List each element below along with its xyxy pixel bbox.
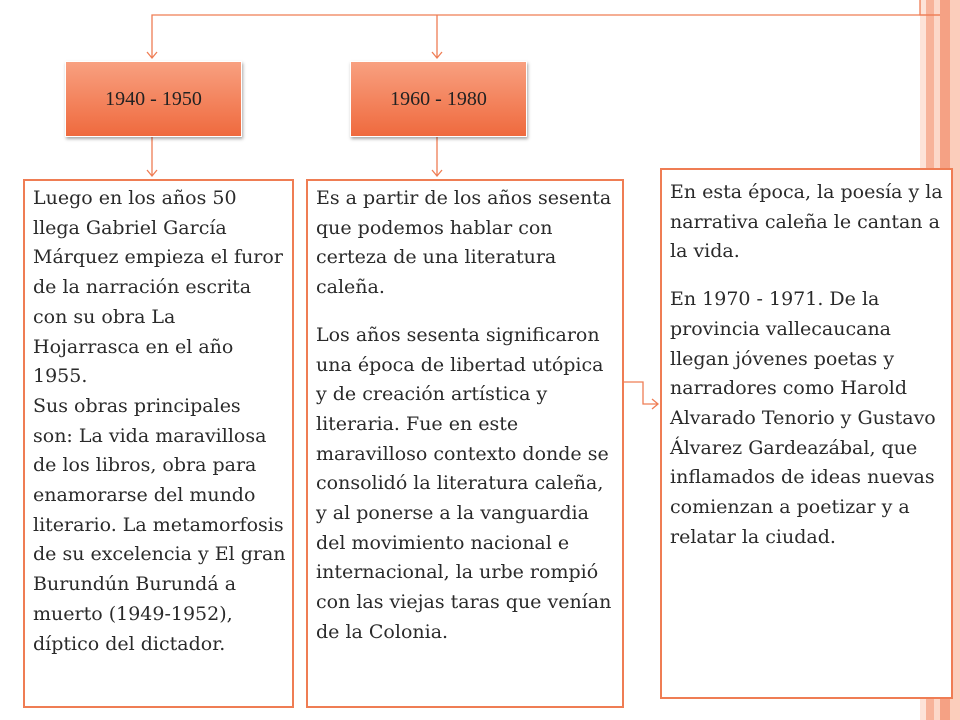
- period-node-1940-1950: [65, 61, 242, 137]
- period-label: 1960 - 1980: [390, 87, 487, 110]
- period-node-1960-1980: [350, 61, 527, 137]
- paragraph: En esta época, la poesía y la narrativa caleña le cantan a la vida.: [670, 181, 943, 263]
- top-right-tick: [920, 0, 940, 15]
- period-label: 1940 - 1950: [105, 87, 202, 110]
- text-box-1960-1980: [306, 179, 624, 708]
- paragraph: Luego en los años 50 llega Gabriel García Márquez empieza el furor de la narración escrita con su obra La Hojarrasca en el año 1955.: [33, 187, 283, 388]
- text-box-1970s: [660, 168, 953, 699]
- paragraph: Los años sesenta significaron una época de libertad utópica y de creación artística y literaria. Fue en este maravilloso contexto donde se consolidó la literatura caleña, y al ponerse a la vanguardia del movimiento nacional e internacional, la urbe rompió con las viejas taras que venían de la Colonia.: [316, 323, 612, 643]
- paragraph: Es a partir de los años sesenta que podemos hablar con certeza de una literatura caleña.: [316, 187, 612, 299]
- middle-to-right-connector: [624, 382, 658, 404]
- text-box-1940-1950: [23, 179, 294, 708]
- paragraph: Sus obras principales son: La vida maravillosa de los libros, obra para enamorarse del mundo literario. La metamorfosis de su excelencia y El gran Burundún Burundá a muerto (1949-1952), díptico del dictador.: [33, 394, 286, 655]
- top-connector: [152, 15, 940, 58]
- paragraph: En 1970 - 1971. De la provincia vallecaucana llegan jóvenes poetas y narradores como Harold Alvarado Tenorio y Gustavo Álvarez Gardeazábal, que inflamados de ideas nuevas comienzan a poetizar y a relatar la ciudad.: [670, 288, 936, 548]
